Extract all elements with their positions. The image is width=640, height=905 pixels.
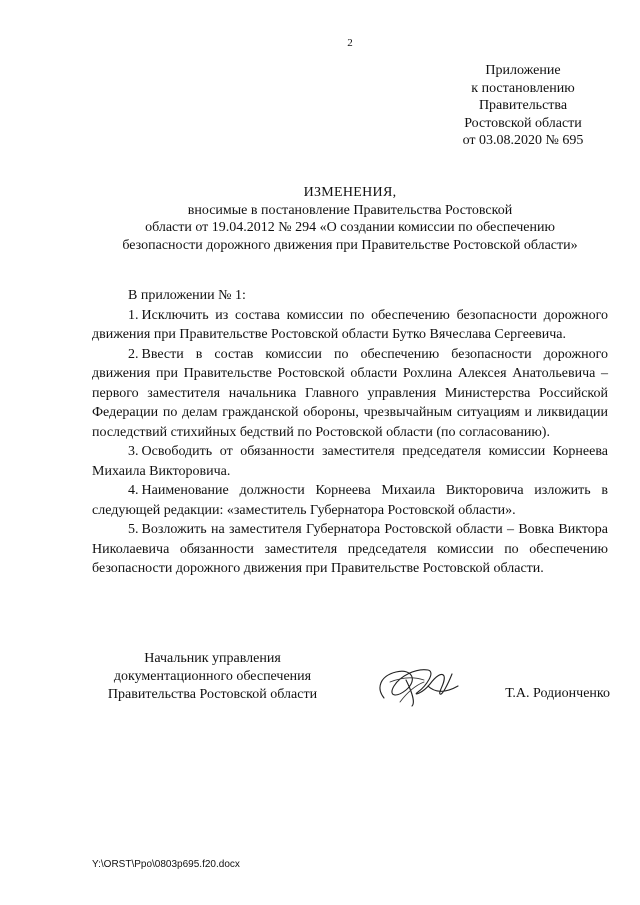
- body-intro: В приложении № 1:: [128, 288, 246, 303]
- title-heading: ИЗМЕНЕНИЯ,: [303, 185, 397, 200]
- item-number: 2.: [128, 346, 139, 362]
- item-text: Наименование должности Корнеева Михаила Викторовича изложить в следующей редакции: «заместитель Губернатора Ростовской области».: [92, 483, 608, 518]
- signatory-name: Т.А. Родионченко: [505, 686, 610, 701]
- page-number: 2: [347, 37, 353, 49]
- list-item: [92, 306, 608, 345]
- document-body: [92, 286, 608, 579]
- appendix-line: Правительства: [478, 98, 568, 113]
- appendix-line: Ростовской области: [464, 115, 582, 131]
- position-line: документационного обеспечения: [113, 669, 312, 684]
- item-number: 3.: [128, 444, 139, 459]
- item-text: Возложить на заместителя Губернатора Ростовской области – Вовка Виктора Николаевича обязанности заместителя председателя комиссии по обеспечению безопасности дорожного движения при Правительстве Ростовской области.: [92, 522, 608, 576]
- appendix-line: к постановлению: [471, 80, 575, 96]
- item-text: Освободить от обязанности заместителя председателя комиссии Корнеева Михаила Викторовича.: [92, 444, 608, 479]
- signatory-position: [90, 650, 335, 704]
- appendix-block: [438, 62, 608, 150]
- list-item: [92, 481, 608, 520]
- position-line: Начальник управления: [144, 651, 281, 666]
- document-title: [92, 184, 608, 254]
- item-number: 4.: [128, 483, 139, 498]
- title-line: безопасности дорожного движения при Правительстве Ростовской области»: [122, 237, 578, 253]
- title-line: вносимые в постановление Правительства Ростовской: [187, 202, 513, 218]
- item-text: Ввести в состав комиссии по обеспечению безопасности дорожного движения при Правительстве Ростовской области Рохлина Алексея Анатольевича – первого заместителя начальника Главного управления Министерства Российской Федерации по делам гражданской обороны, чрезвычайным ситуациям и ликвидации последствий стихийных бедствий по Ростовской области (по согласованию).: [92, 346, 608, 440]
- signature-block: [90, 650, 610, 710]
- list-item: [92, 520, 608, 579]
- file-path-footer: Y:\ORST\Ppo\0803p695.f20.docx: [92, 859, 240, 870]
- title-line: области от 19.04.2012 № 294 «О создании комиссии по обеспечению: [145, 220, 555, 235]
- item-text: Исключить из состава комиссии по обеспечению безопасности дорожного движения при Правительстве Ростовской области Бутко Вячеслава Сергеевича.: [92, 307, 608, 342]
- handwritten-signature: [366, 658, 466, 710]
- item-number: 1.: [128, 307, 139, 323]
- position-line: Правительства Ростовской области: [107, 687, 318, 702]
- appendix-line: Приложение: [485, 63, 561, 78]
- list-item: [92, 442, 608, 481]
- item-number: 5.: [128, 522, 139, 537]
- appendix-line: от 03.08.2020 № 695: [462, 133, 584, 148]
- list-item: [92, 345, 608, 443]
